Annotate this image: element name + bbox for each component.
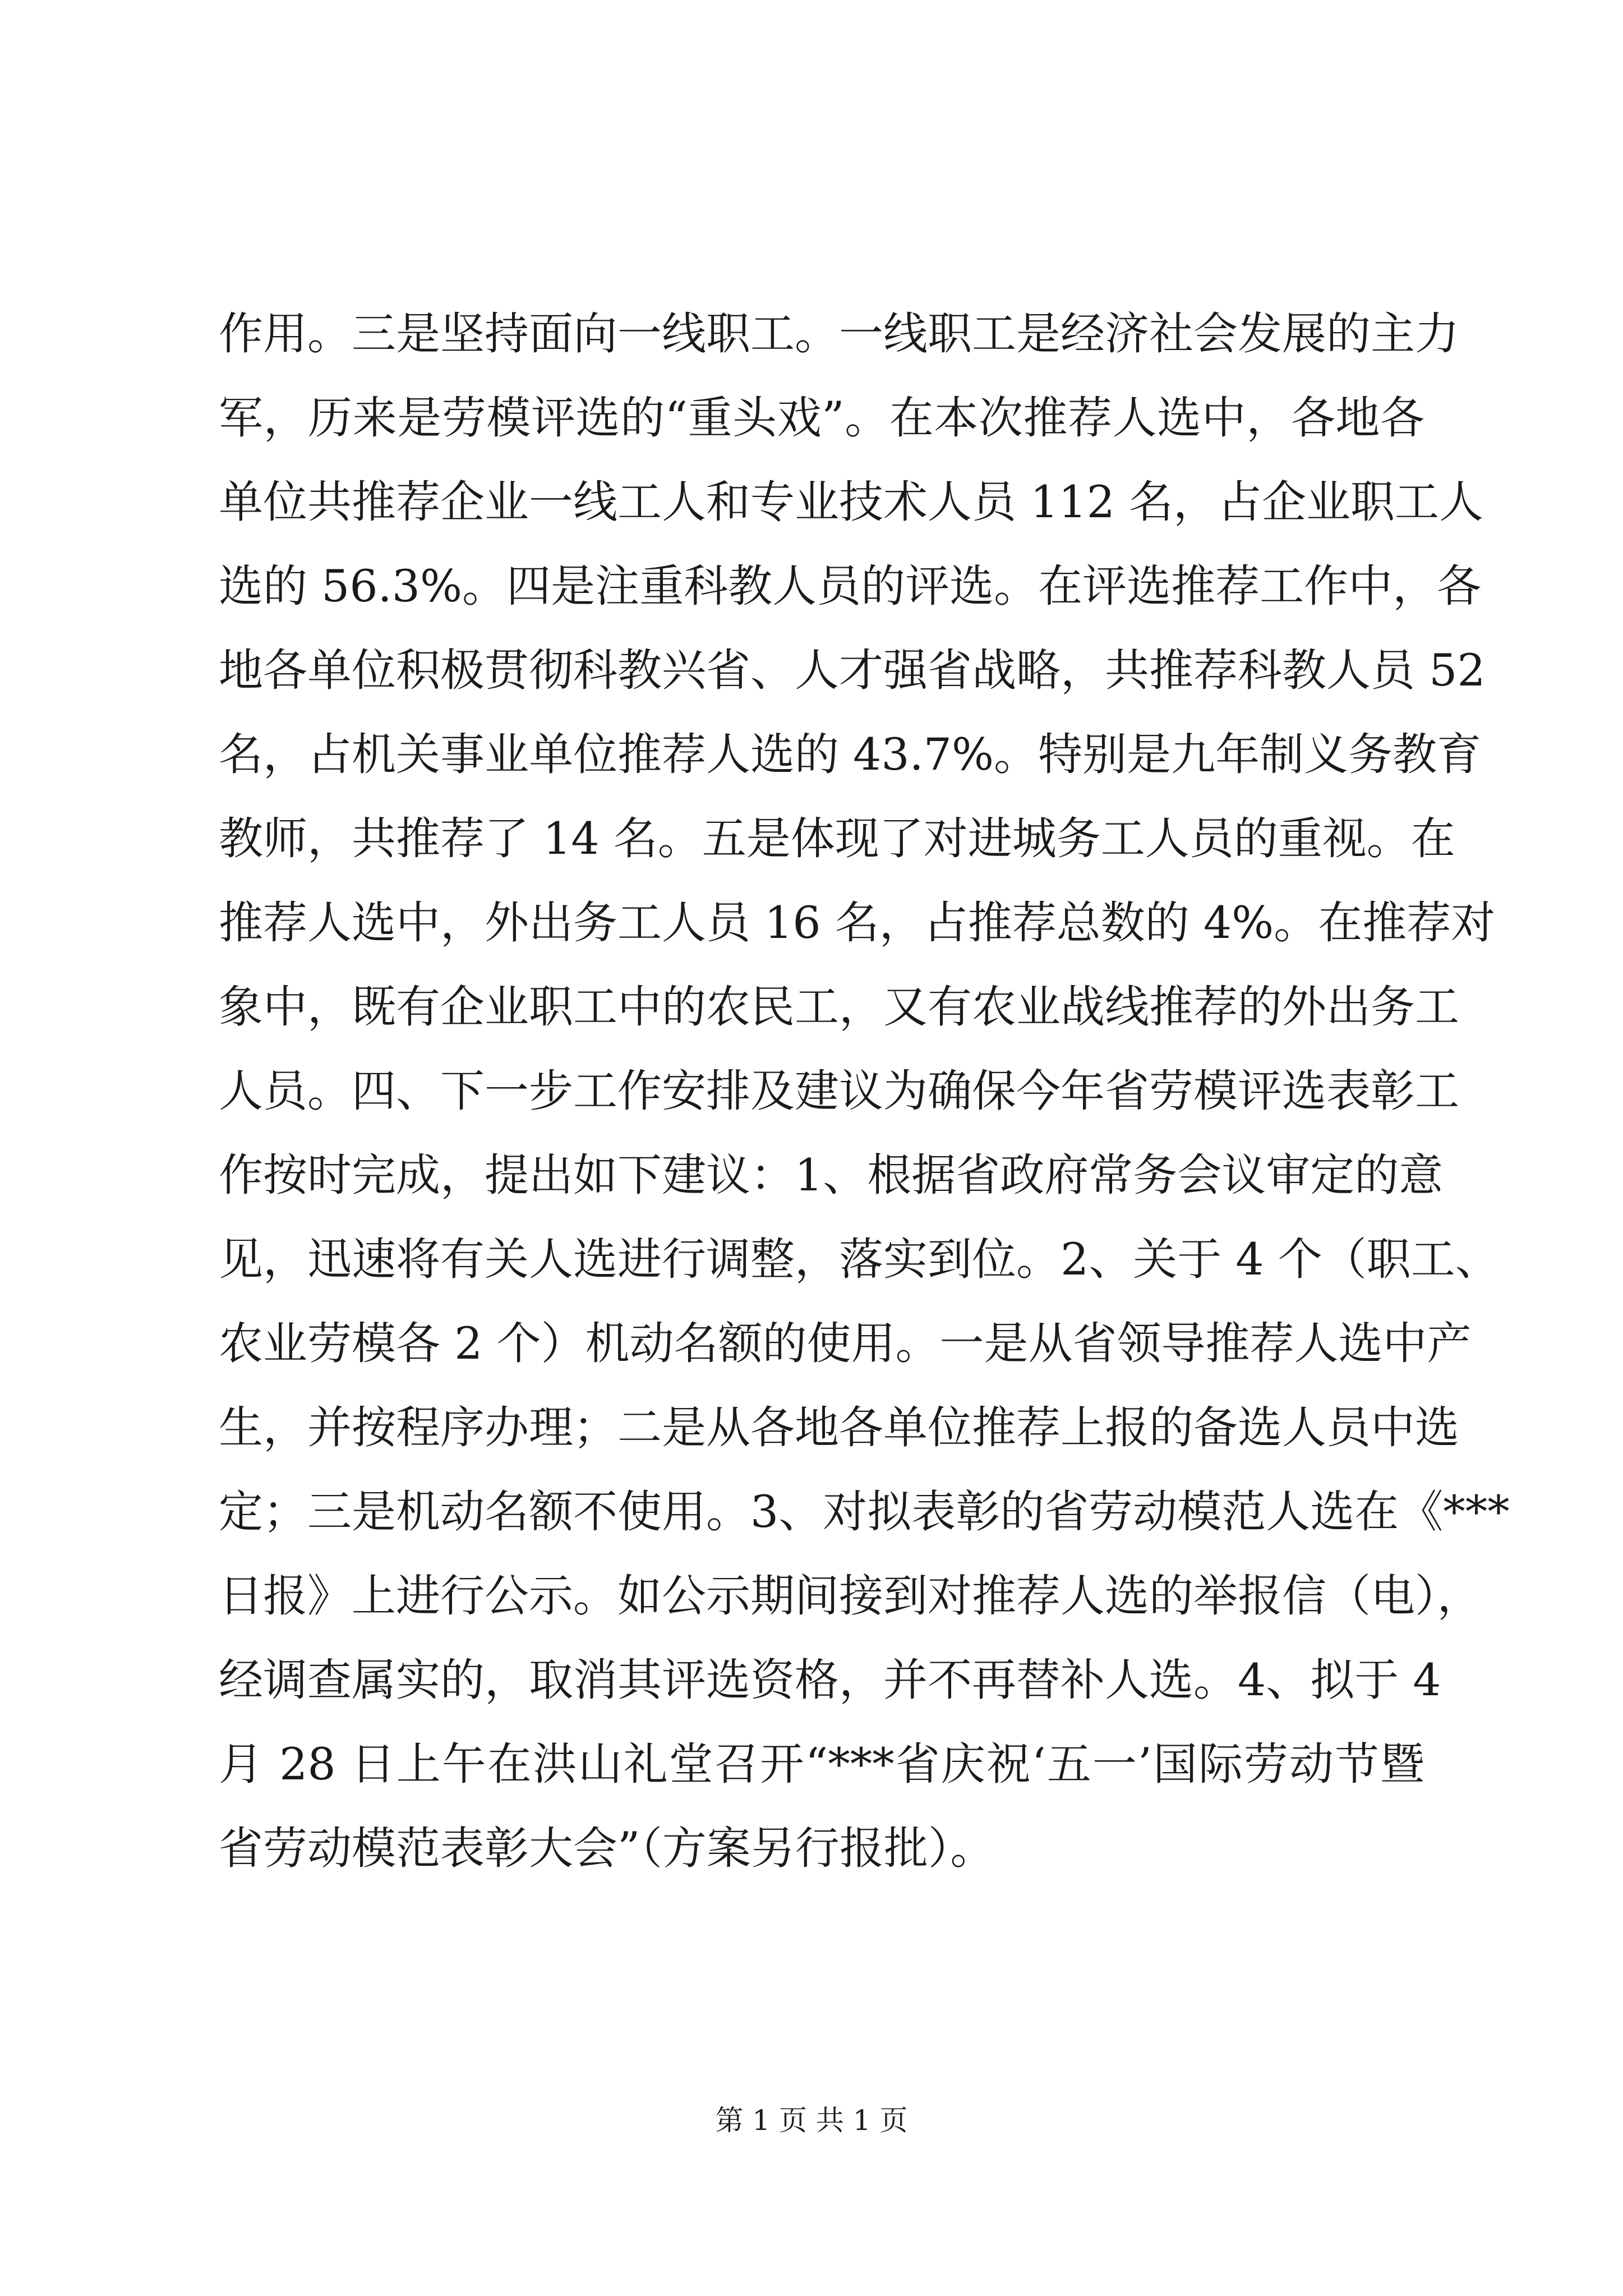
text-line: 月 28 日上午在洪山礼堂召开“***省庆祝‘五一’国际劳动节暨 (219, 1738, 1424, 1790)
text-line: 军，历来是劳模评选的“重头戏”。在本次推荐人选中，各地各 (219, 392, 1424, 444)
text-line: 定；三是机动名额不使用。3、对拟表彰的省劳动模范人选在《*** (219, 1486, 1510, 1538)
text-line: 名，占机关事业单位推荐人选的 43.7%。特别是九年制义务教育 (219, 729, 1482, 780)
text-line: 地各单位积极贯彻科教兴省、人才强省战略，共推荐科教人员 52 (219, 645, 1486, 696)
page-footer (0, 2101, 1623, 2140)
text-line: 经调查属实的，取消其评选资格，并不再替补人选。4、拟于 4 (219, 1654, 1441, 1706)
text-line: 作按时完成，提出如下建议：1、根据省政府常务会议审定的意 (219, 1149, 1444, 1201)
text-line: 日报》上进行公示。如公示期间接到对推荐人选的举报信（电）， (219, 1570, 1482, 1622)
text-line: 单位共推荐企业一线工人和专业技术人员 112 名，占企业职工人 (219, 476, 1484, 528)
text-line: 选的 56.3%。四是注重科教人员的评选。在评选推荐工作中，各 (219, 560, 1482, 612)
text-line: 见，迅速将有关人选进行调整，落实到位。2、关于 4 个（职工、 (219, 1234, 1500, 1285)
text-line: 作用。三是坚持面向一线职工。一线职工是经济社会发展的主力 (219, 308, 1459, 360)
body-paragraph (219, 292, 1510, 1890)
text-line: 省劳动模范表彰大会”（方案另行报批）。 (219, 1823, 995, 1874)
text-line: 人员。四、下一步工作安排及建议为确保今年省劳模评选表彰工 (219, 1065, 1459, 1117)
page-number: 第 1 页 共 1 页 (715, 2104, 908, 2137)
text-line: 农业劳模各 2 个）机动名额的使用。一是从省领导推荐人选中产 (219, 1318, 1472, 1369)
text-line: 生，并按程序办理；二是从各地各单位推荐上报的备选人员中选 (219, 1402, 1459, 1453)
text-line: 教师，共推荐了 14 名。五是体现了对进城务工人员的重视。在 (219, 813, 1455, 864)
text-line: 象中，既有企业职工中的农民工，又有农业战线推荐的外出务工 (219, 981, 1459, 1033)
text-line: 推荐人选中，外出务工人员 16 名，占推荐总数的 4%。在推荐对 (219, 897, 1496, 949)
